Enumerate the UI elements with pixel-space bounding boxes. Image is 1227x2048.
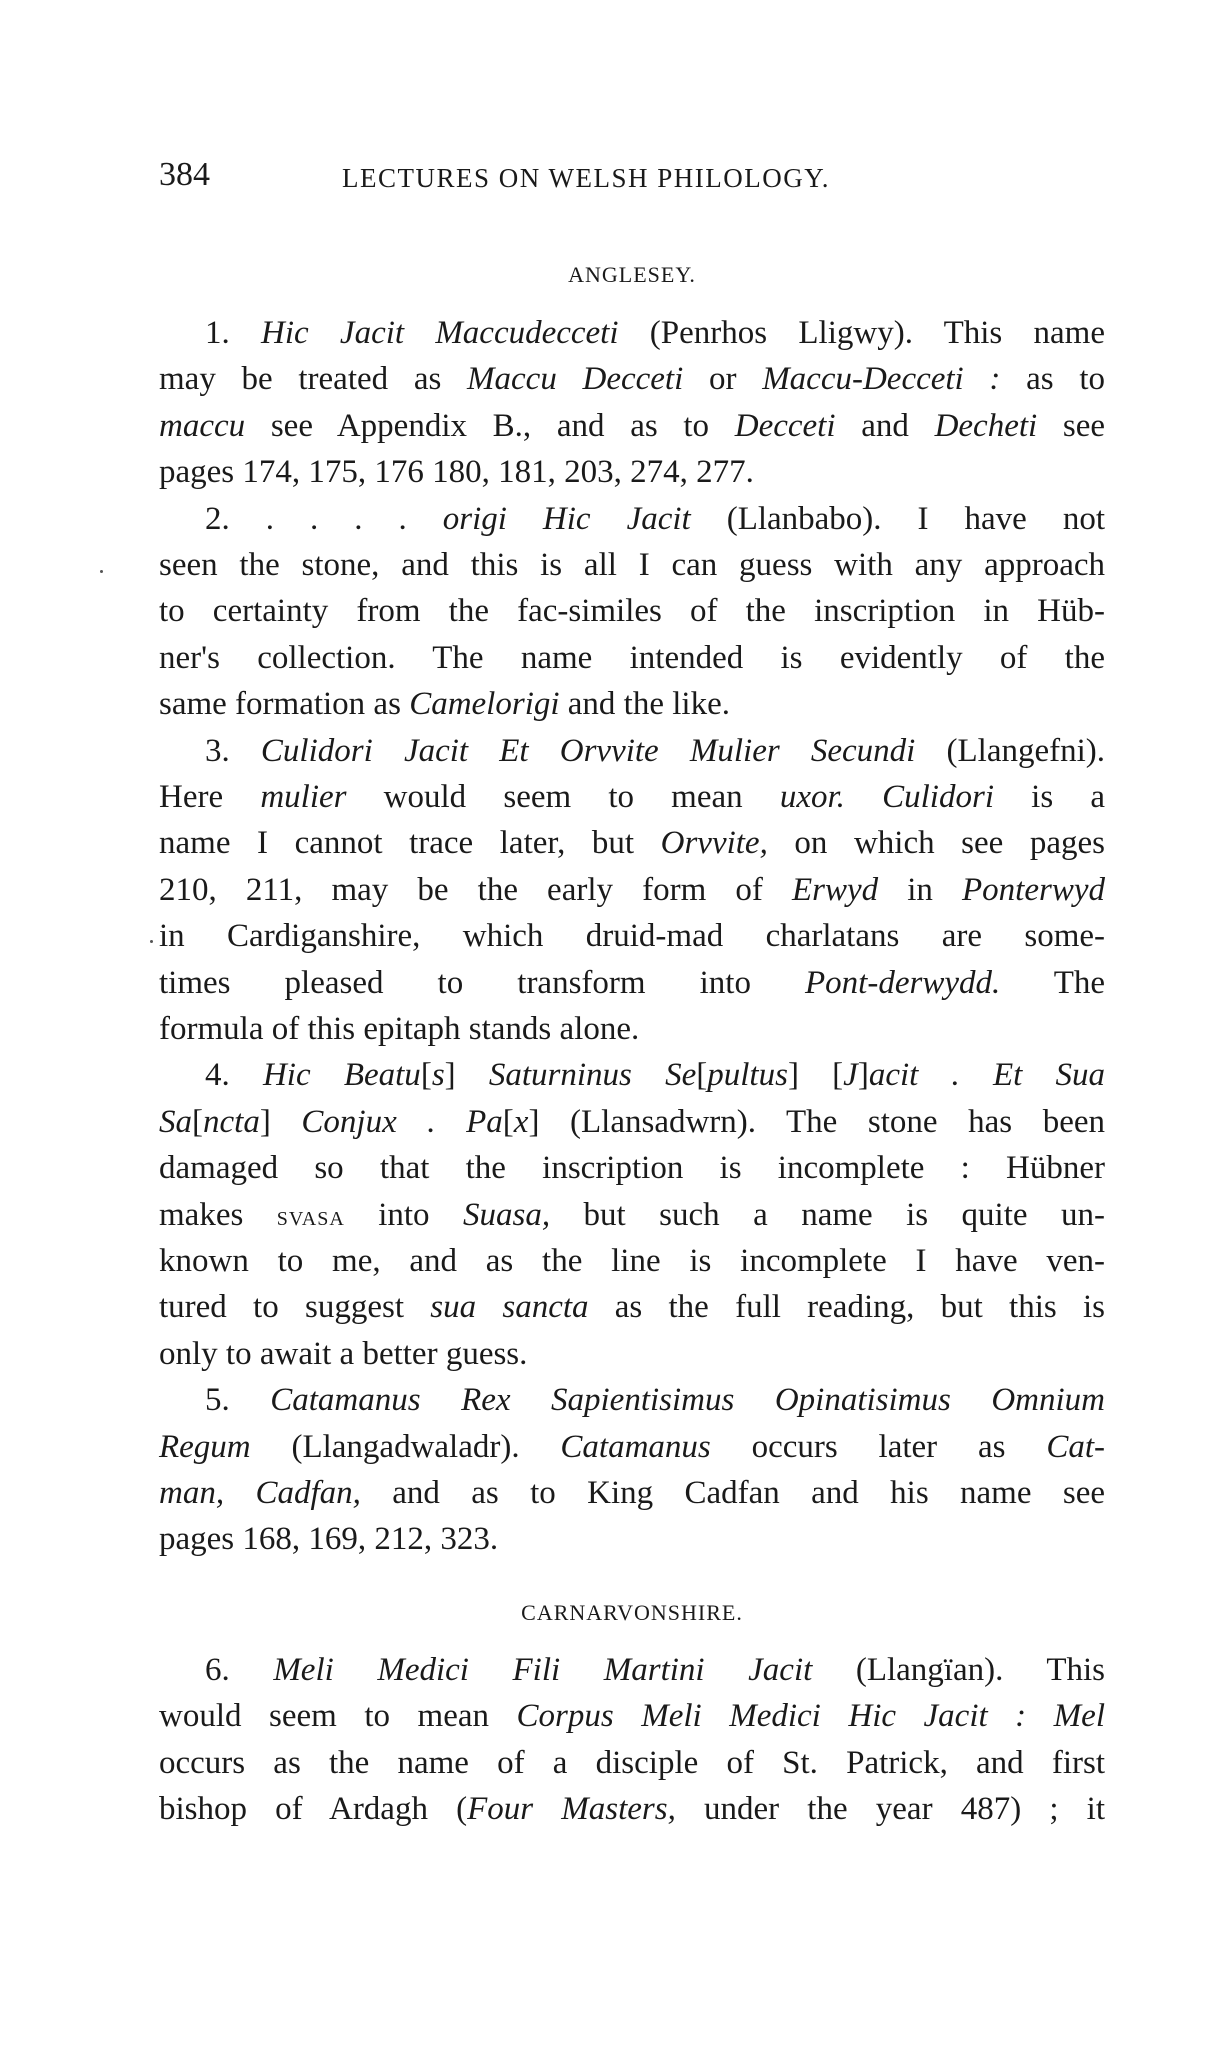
text: but such a name is quite un- <box>550 1196 1105 1233</box>
italic-text: Pont-derwydd. <box>805 964 1001 1001</box>
running-title: LECTURES ON WELSH PHILOLOGY. <box>342 163 831 193</box>
italic-text: man, Cadfan, <box>159 1475 361 1511</box>
text: (Llanbabo). I have not <box>690 500 1105 537</box>
italic-text: Hic Beatu <box>262 1057 421 1094</box>
italic-text: mulier <box>260 779 347 815</box>
text: (Llangïan). This <box>812 1652 1105 1688</box>
text: under the year 487) ; it <box>675 1791 1106 1828</box>
italic-text: pultus <box>707 1057 788 1094</box>
text: would seem to mean <box>346 779 780 815</box>
text: formula of this epitaph stands alone. <box>159 1011 640 1047</box>
text-line <box>159 1148 1105 1188</box>
text: see Appendix B., and as to <box>245 407 735 444</box>
text: pages 174, 175, 176 180, 181, 203, 274, 277. <box>159 454 754 491</box>
text: [ <box>502 1103 514 1140</box>
text: on which see pages <box>767 825 1106 862</box>
text: see <box>1037 407 1105 444</box>
text: (Llangefni). <box>915 732 1106 769</box>
italic-text: Suasa, <box>463 1196 551 1233</box>
text: bishop of Ardagh ( <box>159 1791 468 1828</box>
italic-text: ncta <box>203 1103 260 1140</box>
text-line <box>159 963 1105 1003</box>
text-line <box>159 1009 1105 1049</box>
text-line <box>159 823 1105 863</box>
italic-text: Erwyd <box>791 871 879 908</box>
text-line <box>159 1287 1105 1327</box>
text-line <box>205 1055 1105 1095</box>
text: as the full reading, but this is <box>588 1289 1105 1326</box>
text-line <box>159 777 1105 817</box>
section-heading-carnarvonshire: CARNARVONSHIRE. <box>521 1600 743 1625</box>
text: into <box>344 1196 463 1233</box>
text <box>845 779 882 815</box>
text: Here <box>159 779 261 815</box>
text: 5. <box>205 1382 271 1419</box>
text: ] <box>857 1057 869 1094</box>
italic-text: Catamanus Rex Sapientisimus Opinatisimus Omnium <box>270 1382 1105 1419</box>
text-line <box>159 638 1105 678</box>
text: occurs as the name of a disciple of St. Patrick, and first <box>159 1744 1105 1781</box>
text: may be treated as <box>159 361 468 398</box>
text: and <box>835 407 935 444</box>
text: known to me, and as the line is incomplete I have ven- <box>159 1243 1105 1279</box>
text: is a <box>993 779 1106 815</box>
italic-text: Regum <box>159 1428 251 1465</box>
margin-mark <box>100 570 103 573</box>
text-line <box>205 1380 1105 1420</box>
text: in Cardiganshire, which druid-mad charlatans are some- <box>159 918 1105 955</box>
text: ] [ <box>787 1057 844 1094</box>
text: pages 168, 169, 212, 323. <box>159 1521 499 1558</box>
italic-text: Culidori <box>882 779 994 815</box>
italic-text: s <box>431 1057 445 1094</box>
text: would seem to mean <box>159 1698 517 1735</box>
text-line <box>205 313 1105 353</box>
italic-text: maccu <box>159 407 246 444</box>
text-line <box>205 731 1105 771</box>
text-line <box>159 359 1105 399</box>
small-caps-text: svasa <box>276 1200 345 1232</box>
text: and the like. <box>559 686 730 723</box>
italic-text: J <box>843 1057 858 1094</box>
italic-text: Decceti <box>734 407 836 444</box>
text: seen the stone, and this is all I can guess with any approach <box>159 547 1105 583</box>
text-line <box>159 1789 1105 1829</box>
italic-text: acit . Et Sua <box>868 1057 1106 1094</box>
text: makes <box>159 1196 277 1233</box>
text: or <box>683 361 763 398</box>
italic-text: origi Hic Jacit <box>442 500 691 537</box>
text: in <box>878 871 963 908</box>
text: The <box>1000 964 1105 1001</box>
text-line <box>159 406 1105 446</box>
text-line <box>159 452 1105 492</box>
text: name I cannot trace later, but <box>159 825 661 862</box>
italic-text: Four Masters, <box>467 1791 676 1828</box>
text: as to <box>1000 361 1105 398</box>
italic-text: sua sancta <box>430 1289 589 1326</box>
text: only to await a better guess. <box>159 1335 528 1372</box>
text: 4. <box>205 1057 263 1094</box>
italic-text: Sa <box>159 1103 192 1140</box>
italic-text: x <box>513 1103 529 1140</box>
text: damaged so that the inscription is incomplete : Hübner <box>159 1150 1105 1187</box>
italic-text: Camelorigi <box>409 686 560 723</box>
section-heading-anglesey: ANGLESEY. <box>568 262 696 287</box>
text-line <box>159 1427 1105 1467</box>
italic-text: Culidori Jacit Et Orvvite Mulier Secundi <box>260 732 916 769</box>
text-line <box>159 1519 1105 1559</box>
text: ] (Llansadwrn). The stone has been <box>528 1103 1105 1140</box>
italic-text: Cat- <box>1046 1428 1105 1465</box>
text-line <box>159 1241 1105 1281</box>
italic-text: Ponterwyd <box>962 871 1105 908</box>
text-line <box>159 1473 1105 1513</box>
text-line <box>205 1650 1105 1690</box>
italic-text: Maccu Decceti <box>467 361 684 398</box>
page-number: 384 <box>159 156 210 193</box>
text-line <box>159 684 1105 724</box>
italic-text: Orvvite, <box>660 825 768 862</box>
italic-text: Hic Jacit Maccudecceti <box>261 315 619 351</box>
italic-text: Maccu-Decceti : <box>762 361 1001 398</box>
text: (Penrhos Lligwy). This name <box>618 315 1105 351</box>
text-line <box>159 1696 1105 1736</box>
text-line <box>159 1102 1105 1142</box>
text-line <box>159 1334 1105 1374</box>
text: ] <box>444 1057 489 1094</box>
text-line <box>159 1743 1105 1783</box>
text: ] <box>259 1103 302 1140</box>
text-line <box>159 545 1105 585</box>
text: 210, 211, may be the early form of <box>159 871 792 908</box>
italic-text: Saturninus Se <box>488 1057 697 1094</box>
text-line <box>159 1195 1105 1237</box>
italic-text: uxor. <box>779 779 845 815</box>
text-line <box>159 916 1105 956</box>
text: ner's collection. The name intended is evidently of the <box>159 639 1105 676</box>
text: [ <box>696 1057 708 1094</box>
italic-text: Meli Medici Fili Martini Jacit <box>273 1652 813 1688</box>
text: 3. <box>205 732 261 769</box>
text: [ <box>420 1057 432 1094</box>
text: 1. <box>205 315 262 351</box>
text: and as to King Cadfan and his name see <box>360 1475 1105 1511</box>
italic-text: Corpus Meli Medici Hic Jacit : Mel <box>516 1698 1105 1735</box>
italic-text: Catamanus <box>560 1428 711 1465</box>
text: 2. . . . . <box>205 500 443 537</box>
text: to certainty from the fac-similes of the inscription in Hüb- <box>159 593 1105 630</box>
text: tured to suggest <box>159 1289 431 1326</box>
text: times pleased to transform into <box>159 964 806 1001</box>
text: 6. <box>205 1652 274 1688</box>
text: [ <box>192 1103 203 1140</box>
margin-mark <box>150 940 153 943</box>
text: (Llangadwaladr). <box>250 1428 561 1465</box>
text-line <box>159 870 1105 910</box>
italic-text: Decheti <box>934 407 1038 444</box>
text: same formation as <box>159 686 410 723</box>
text-line <box>205 499 1105 539</box>
text: occurs later as <box>710 1428 1047 1465</box>
italic-text: Conjux . Pa <box>301 1103 503 1140</box>
text-line <box>159 591 1105 631</box>
